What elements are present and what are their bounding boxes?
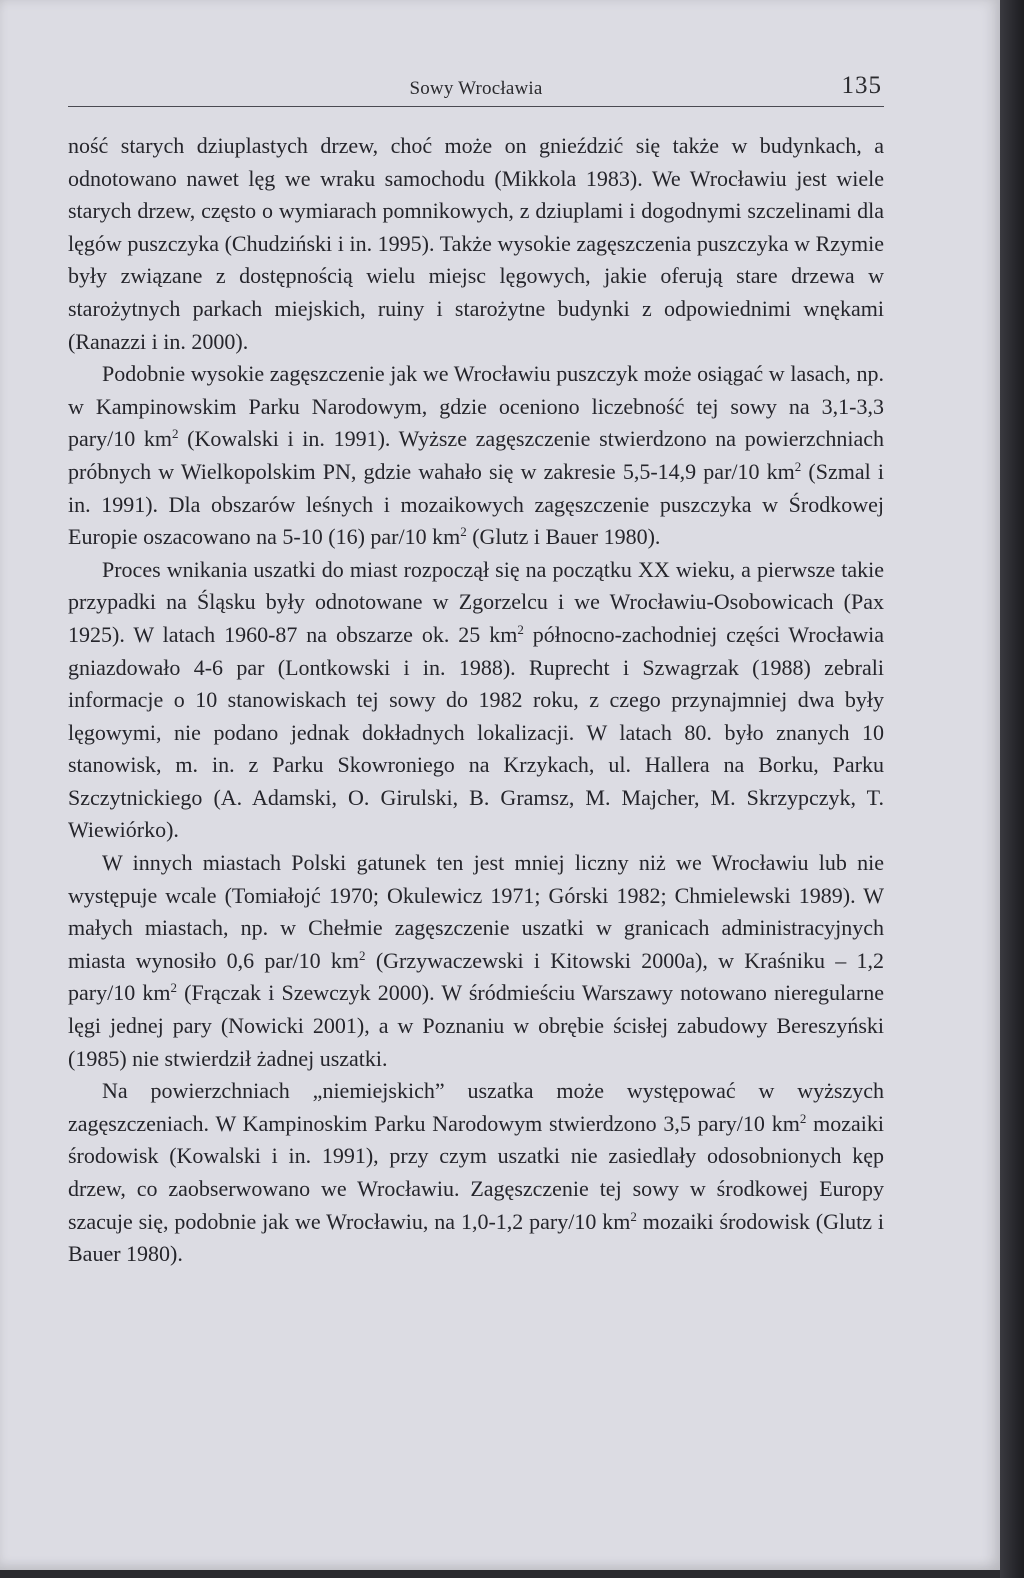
page-number: 135 — [841, 72, 882, 99]
text-run: Podobnie wysokie zagęszczenie jak we Wrocławiu puszczyk może osiągać w lasach, np. w Kampinowskim Parku Narodowym, gdzie oceniono liczebność tej sowy na 3,1-3,3 pary/10 km — [68, 361, 884, 452]
superscript: 2 — [630, 1208, 637, 1224]
page-body — [68, 130, 884, 1271]
superscript: 2 — [517, 621, 524, 637]
text-run: mozaiki środowisk (Kowalski i in. 1991), przy czym uszatki nie zasiedlały odosobnionych kęp drzew, co zaobserwowano we Wrocławiu. Zagęszczenie tej sowy w środkowej Europy szacuje się, podobnie jak we Wrocławiu, na 1,0-1,2 pary/10 km — [68, 1110, 884, 1234]
text-run: mozaiki środowisk (Glutz i Bauer 1980). — [68, 1208, 885, 1267]
superscript: 2 — [170, 980, 177, 996]
book-binding-edge — [1000, 0, 1024, 1578]
paragraph-other-cities — [68, 847, 884, 1075]
text-run: Na powierzchniach „niemiejskich” uszatka może występować w wyższych zagęszczeniach. W Kampinoskim Parku Narodowym stwierdzono 3,5 pary/10 km — [68, 1078, 884, 1136]
text-run: Proces wnikania uszatki do miast rozpoczął się na początku XX wieku, a pierwsze takie przypadki na Śląsku były odnotowane w Zgorzelcu i we Wrocławiu-Osobowicach (Pax 1925). W latach 1960-87 na obszarze ok. 25 km — [68, 556, 884, 647]
superscript: 2 — [359, 947, 366, 963]
paragraph-non-urban-areas — [68, 1075, 884, 1271]
paragraph-continued — [68, 130, 884, 358]
running-title: Sowy Wrocławia — [409, 78, 543, 99]
superscript: 2 — [794, 458, 802, 474]
text-run: (Frączak i Szewczyk 2000). W śródmieściu Warszawy notowano nieregularne lęgi jednej pary (Nowicki 2001), a w Poznaniu w obrębie ścisłej zabudowy Bereszyński (1985) nie stwierdził żadnej uszatki. — [68, 980, 884, 1071]
text-run: (Glutz i Bauer 1980). — [466, 524, 661, 550]
text-run: (Kowalski i in. 1991). Wyższe zagęszczenie stwierdzono na powierzchniach próbnych w Wielkopolskim PN, gdzie wahało się w zakresie 5,5-14,9 par/10 km — [68, 426, 884, 484]
text-run: ność starych dziuplastych drzew, choć może on gnieździć się także w budynkach, a odnotowano nawet lęg we wraku samochodu (Mikkola 1983). We Wrocławiu jest wiele starych drzew, często o wymiarach pomnikowych, z dziuplami i dogodnymi szczelinami dla lęgów puszczyka (Chudziński i in. 1995). Także wysokie zagęszczenia puszczyka w Rzymie były związane z dostępnością wielu miejsc lęgowych, jakie oferują stare drzewa w starożytnych parkach miejskich, ruiny i starożytne budynki z odpowiednimi wnękami (Ranazzi i in. 2000). — [68, 133, 884, 354]
superscript: 2 — [460, 524, 467, 540]
paragraph-tawny-owl-density — [68, 358, 884, 554]
superscript: 2 — [799, 1110, 807, 1126]
superscript: 2 — [172, 426, 179, 442]
text-run: W innych miastach Polski gatunek ten jest mniej liczny niż we Wrocławiu lub nie występuje wcale (Tomiałojć 1970; Okulewicz 1971; Górski 1982; Chmielewski 1989). W małych miastach, np. w Chełmie zagęszczenie uszatki w granicach administracyjnych miasta wynosiło 0,6 par/10 km — [68, 850, 884, 973]
text-run: (Szmal i in. 1991). Dla obszarów leśnych i mozaikowych zagęszczenie puszczyka w Środkowej Europie oszacowano na 5-10 (16) par/10 km — [68, 458, 884, 550]
text-run: północno-zachodniej części Wrocławia gniazdowało 4-6 par (Lontkowski i in. 1988). Ruprecht i Szwagrzak (1988) zebrali informacje o 10 stanowiskach tej sowy do 1982 roku, z czego przynajmniej dwa były lęgowymi, nie podano jednak dokładnych lokalizacji. W latach 80. było znanych 10 stanowisk, m. in. z Parku Skowroniego na Krzykach, ul. Hallera na Borku, Parku Szczytnickiego (A. Adamski, O. Girulski, B. Gramsz, M. Majcher, M. Skrzypczyk, T. Wiewiórko). — [68, 621, 885, 843]
page-header — [68, 72, 884, 107]
paragraph-long-eared-owl-urban — [68, 554, 884, 847]
text-run: (Grzywaczewski i Kitowski 2000a), w Kraśniku – 1,2 pary/10 km — [68, 947, 885, 1006]
